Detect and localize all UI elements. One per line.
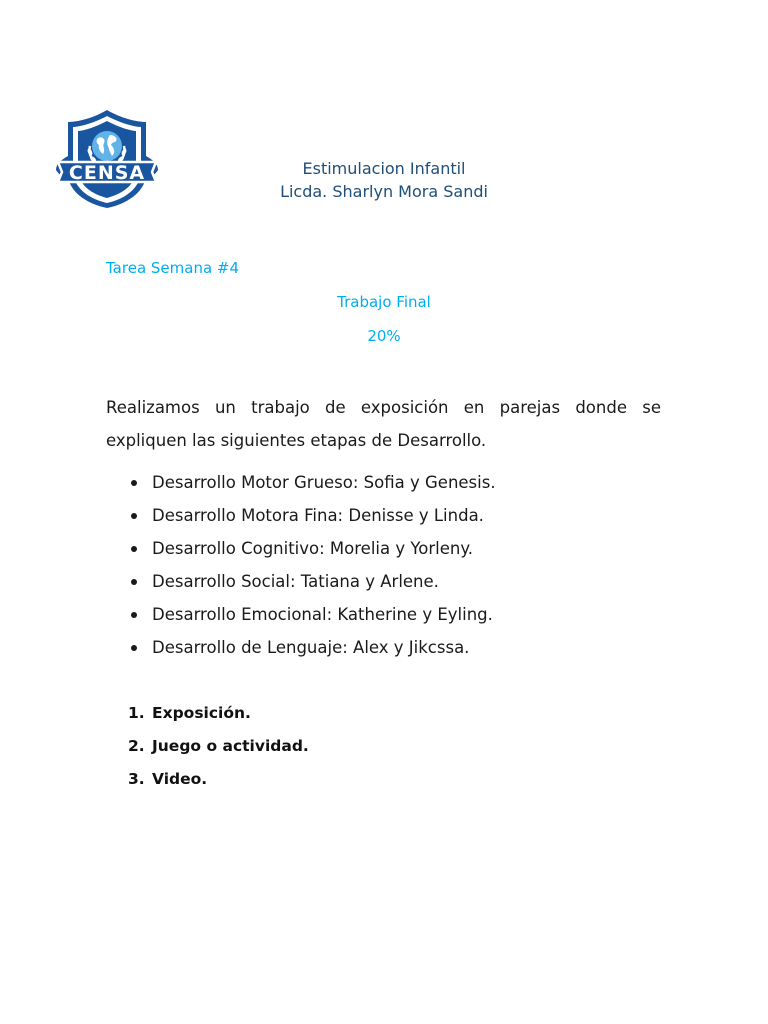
- teacher-name: Licda. Sharlyn Mora Sandi: [280, 182, 488, 201]
- stage-text: Desarrollo Motor Grueso: Sofia y Genesis.: [152, 473, 496, 492]
- stage-text: Desarrollo Social: Tatiana y Arlene.: [152, 572, 439, 591]
- list-item: [106, 730, 309, 763]
- course-title: Estimulacion Infantil: [302, 159, 466, 178]
- stages-list: [106, 466, 496, 664]
- bullet-icon: [131, 480, 137, 486]
- bullet-icon: [131, 612, 137, 618]
- bullet-icon: [131, 579, 137, 585]
- list-item: [106, 763, 309, 796]
- assignment-week: Tarea Semana #4: [106, 259, 240, 277]
- item-number: 2.: [128, 737, 145, 755]
- stage-text: Desarrollo Cognitivo: Morelia y Yorleny.: [152, 539, 473, 558]
- stage-text: Desarrollo de Lenguaje: Alex y Jikcssa.: [152, 638, 470, 657]
- item-number: 1.: [128, 704, 145, 722]
- requirements-list: [106, 697, 309, 796]
- list-item: [106, 565, 496, 598]
- list-item: [106, 598, 496, 631]
- bullet-icon: [131, 645, 137, 651]
- intro-paragraph: Realizamos un trabajo de exposición en parejas donde se expliquen las siguientes etapas de Desarrollo.: [106, 398, 661, 450]
- requirement-text: Exposición.: [152, 704, 251, 722]
- assignment-title: Trabajo Final: [337, 293, 431, 311]
- item-number: 3.: [128, 770, 145, 788]
- stage-text: Desarrollo Motora Fina: Denisse y Linda.: [152, 506, 484, 525]
- bullet-icon: [131, 513, 137, 519]
- requirement-text: Video.: [152, 770, 208, 788]
- list-item: [106, 631, 496, 664]
- requirement-text: Juego o actividad.: [152, 737, 309, 755]
- assignment-percent: 20%: [367, 327, 401, 345]
- censa-logo: [54, 106, 160, 212]
- list-item: [106, 532, 496, 565]
- stage-text: Desarrollo Emocional: Katherine y Eyling.: [152, 605, 493, 624]
- svg-text:CENSA: CENSA: [68, 162, 146, 184]
- bullet-icon: [131, 546, 137, 552]
- list-item: [106, 499, 496, 532]
- censa-shield-icon: [54, 106, 160, 212]
- document-header: [190, 157, 578, 203]
- list-item: [106, 697, 309, 730]
- list-item: [106, 466, 496, 499]
